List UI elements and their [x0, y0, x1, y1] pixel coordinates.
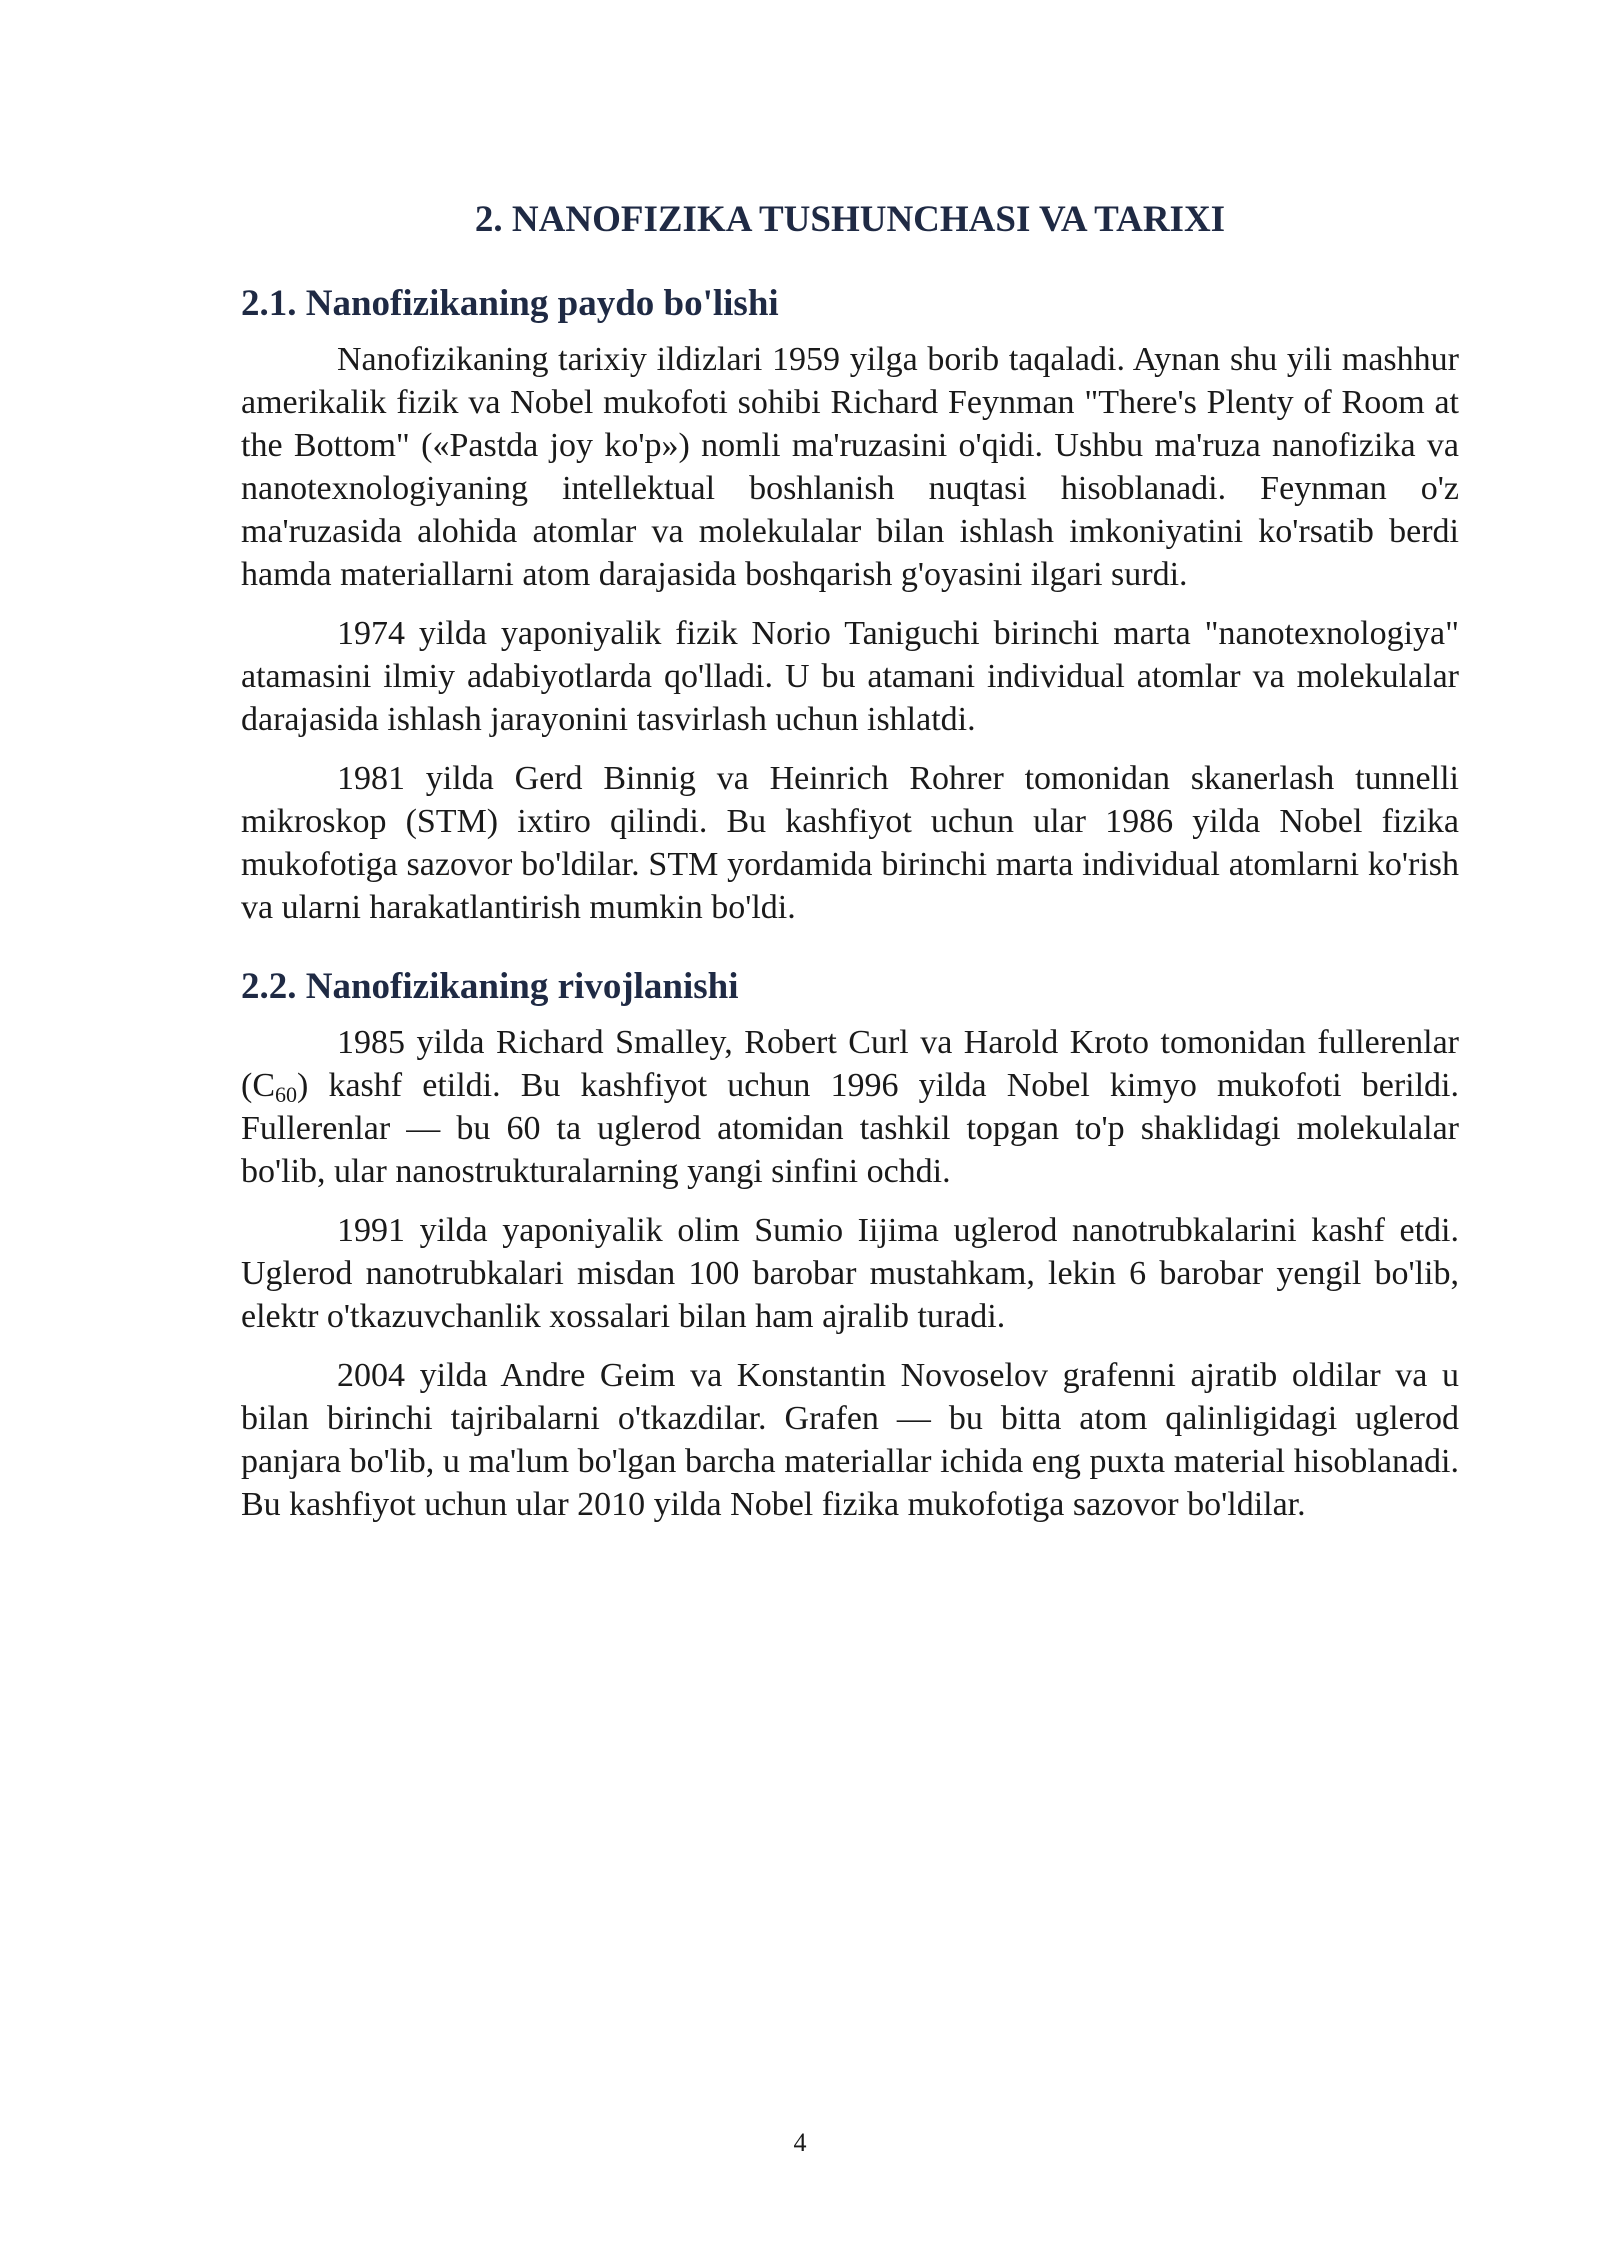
- paragraph-taniguchi: 1974 yilda yaponiyalik fizik Norio Taniguchi birinchi marta "nanotexnologiya" atamasini ilmiy adabiyotlarda qo'lladi. U bu atamani individual atomlar va molekulalar darajasida ishlash jarayonini tasvirlash uchun ishlatdi.: [241, 615, 1459, 739]
- fullerene-subscript: 60: [275, 1082, 297, 1108]
- page-number: 4: [793, 2128, 807, 2157]
- page-content: [241, 180, 1459, 1526]
- paragraph-feynman: Nanofizikaning tarixiy ildizlari 1959 yilga borib taqaladi. Aynan shu yili mashhur amerikalik fizik va Nobel mukofoti sohibi Richard Feynman "There's Plenty of Room at the Bottom" («Pastda joy ko'p») nomli ma'ruzasini o'qidi. Ushbu ma'ruza nanofizika va nanotexnologiyaning intellektual boshlanish nuqtasi hisoblanadi. Feynman o'z ma'ruzasida alohida atomlar va molekulalar bilan ishlash imkoniyatini ko'rsatib berdi hamda materiallarni atom darajasida boshqarish g'oyasini ilgari surdi.: [241, 341, 1459, 594]
- paragraph-graphene: 2004 yilda Andre Geim va Konstantin Novoselov grafenni ajratib oldilar va u bilan birinchi tajribalarni o'tkazdilar. Grafen — bu bitta atom qalinligidagi uglerod panjara bo'lib, u ma'lum bo'lgan barcha materiallar ichida eng puxta material hisoblanadi. Bu kashfiyot uchun ular 2010 yilda Nobel fizika mukofotiga sazovor bo'ldilar.: [241, 1357, 1459, 1524]
- paragraph-fullerenes: [241, 1021, 1459, 1193]
- paragraph-fullerenes-text-after: ) kashf etildi. Bu kashfiyot uchun 1996 yilda Nobel kimyo mukofoti berildi. Fullerenlar — bu 60 ta uglerod atomidan tashkil topgan to'p shaklidagi molekulalar bo'lib, ular nanostrukturalarning yangi sinfini ochdi.: [241, 1067, 1459, 1191]
- section-title-origin: 2.1. Nanofizikaning paydo bo'lishi: [241, 283, 779, 325]
- chapter-title: 2. NANOFIZIKA TUSHUNCHASI VA TARIXI: [474, 199, 1226, 240]
- section-title-development: 2.2. Nanofizikaning rivojlanishi: [241, 966, 739, 1008]
- paragraph-nanotubes: 1991 yilda yaponiyalik olim Sumio Iijima uglerod nanotrubkalarini kashf etdi. Uglerod nanotrubkalari misdan 100 barobar mustahkam, lekin 6 barobar yengil bo'lib, elektr o'tkazuvchanlik xossalari bilan ham ajralib turadi.: [241, 1212, 1459, 1336]
- paragraph-fullerenes-text-before: 1985 yilda Richard Smalley, Robert Curl va Harold Kroto tomonidan fullerenlar (C: [241, 1024, 1459, 1105]
- paragraph-stm: 1981 yilda Gerd Binnig va Heinrich Rohrer tomonidan skanerlash tunnelli mikroskop (STM) ixtiro qilindi. Bu kashfiyot uchun ular 1986 yilda Nobel fizika mukofotiga sazovor bo'ldilar. STM yordamida birinchi marta individual atomlarni ko'rish va ularni harakatlantirish mumkin bo'ldi.: [241, 760, 1459, 927]
